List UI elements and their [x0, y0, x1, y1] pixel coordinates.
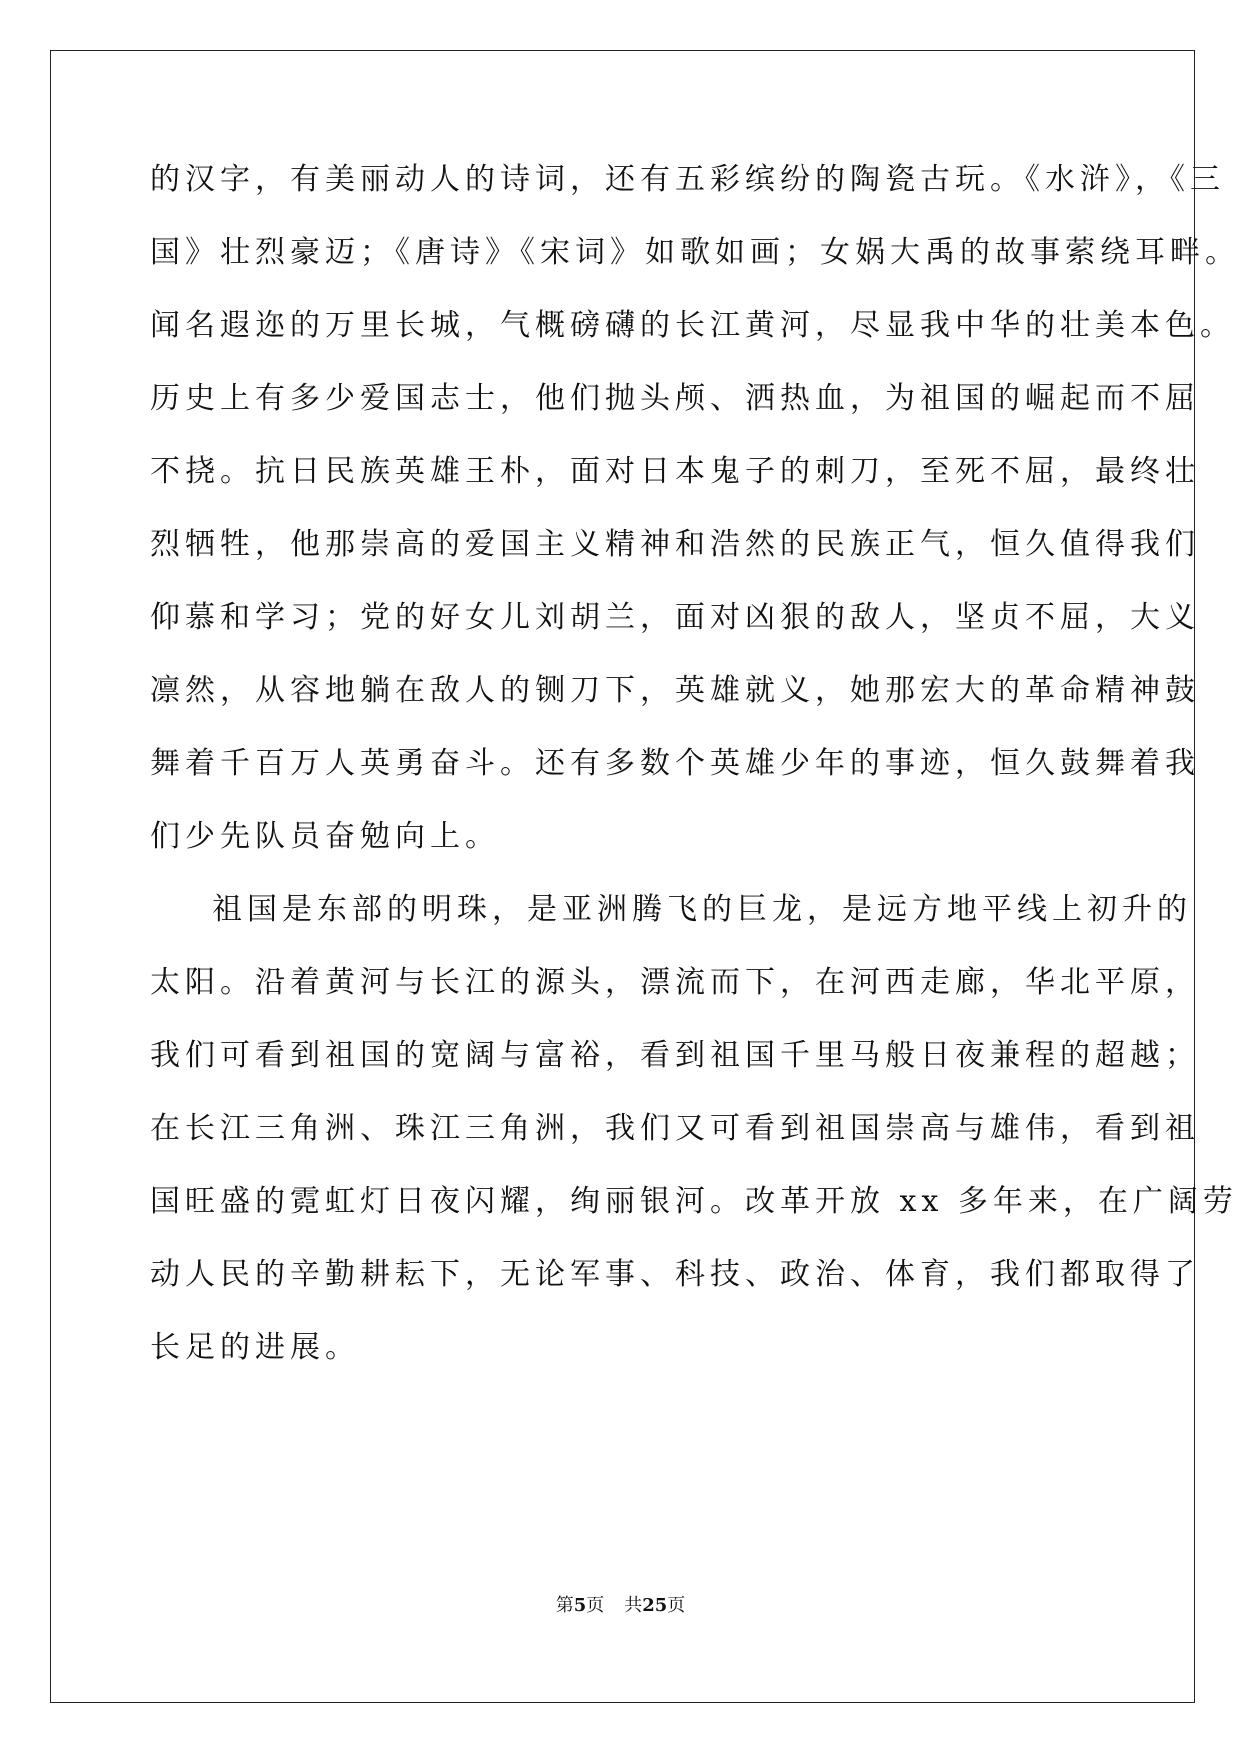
text-line-paragraph-end: 长足的进展。	[150, 1330, 360, 1365]
text-line: 的汉字，有美丽动人的诗词，还有五彩缤纷的陶瓷古玩。《水浒》，《三	[150, 162, 1225, 197]
page-footer	[0, 1594, 1241, 1618]
text-line: 太阳。沿着黄河与长江的源头，漂流而下，在河西走廊，华北平原，	[150, 965, 1200, 1000]
text-line: 闻名遐迩的万里长城，气概磅礴的长江黄河，尽显我中华的壮美本色。	[150, 308, 1235, 343]
text-line: 国》壮烈豪迈；《唐诗》《宋词》如歌如画；女娲大禹的故事萦绕耳畔。	[150, 235, 1240, 270]
text-line: 烈牺牲，他那崇高的爱国主义精神和浩然的民族正气，恒久值得我们	[150, 527, 1200, 562]
text-line: 不挠。抗日民族英雄王朴，面对日本鬼子的刺刀，至死不屈，最终壮	[150, 454, 1200, 489]
footer-page-unit: 页	[586, 1595, 605, 1616]
page-border	[50, 50, 1240, 1703]
text-line: 仰慕和学习；党的好女儿刘胡兰，面对凶狠的敌人，坚贞不屈，大义	[150, 600, 1200, 635]
total-pages-number: 25	[642, 1595, 668, 1616]
text-line-paragraph-end: 们少先队员奋勉向上。	[150, 819, 500, 854]
text-line: 动人民的辛勤耕耘下，无论军事、科技、政治、体育，我们都取得了	[150, 1257, 1200, 1292]
current-page-number: 5	[573, 1595, 587, 1616]
text-line: 在长江三角洲、珠江三角洲，我们又可看到祖国崇高与雄伟，看到祖	[150, 1111, 1200, 1146]
text-line: 凛然，从容地躺在敌人的铡刀下，英雄就义，她那宏大的革命精神鼓	[150, 673, 1200, 708]
text-line-paragraph-start: 祖国是东部的明珠，是亚洲腾飞的巨龙，是远方地平线上初升的	[212, 892, 1192, 927]
text-line: 历史上有多少爱国志士，他们抛头颅、洒热血，为祖国的崛起而不屈	[150, 381, 1200, 416]
footer-total-prefix: 共	[624, 1595, 643, 1616]
text-line: 舞着千百万人英勇奋斗。还有多数个英雄少年的事迹，恒久鼓舞着我	[150, 746, 1200, 781]
text-line: 国旺盛的霓虹灯日夜闪耀，绚丽银河。改革开放 xx 多年来，在广阔劳	[150, 1184, 1238, 1219]
text-line: 我们可看到祖国的宽阔与富裕，看到祖国千里马般日夜兼程的超越；	[150, 1038, 1200, 1073]
footer-prefix: 第	[555, 1595, 574, 1616]
footer-total-unit: 页	[667, 1595, 686, 1616]
